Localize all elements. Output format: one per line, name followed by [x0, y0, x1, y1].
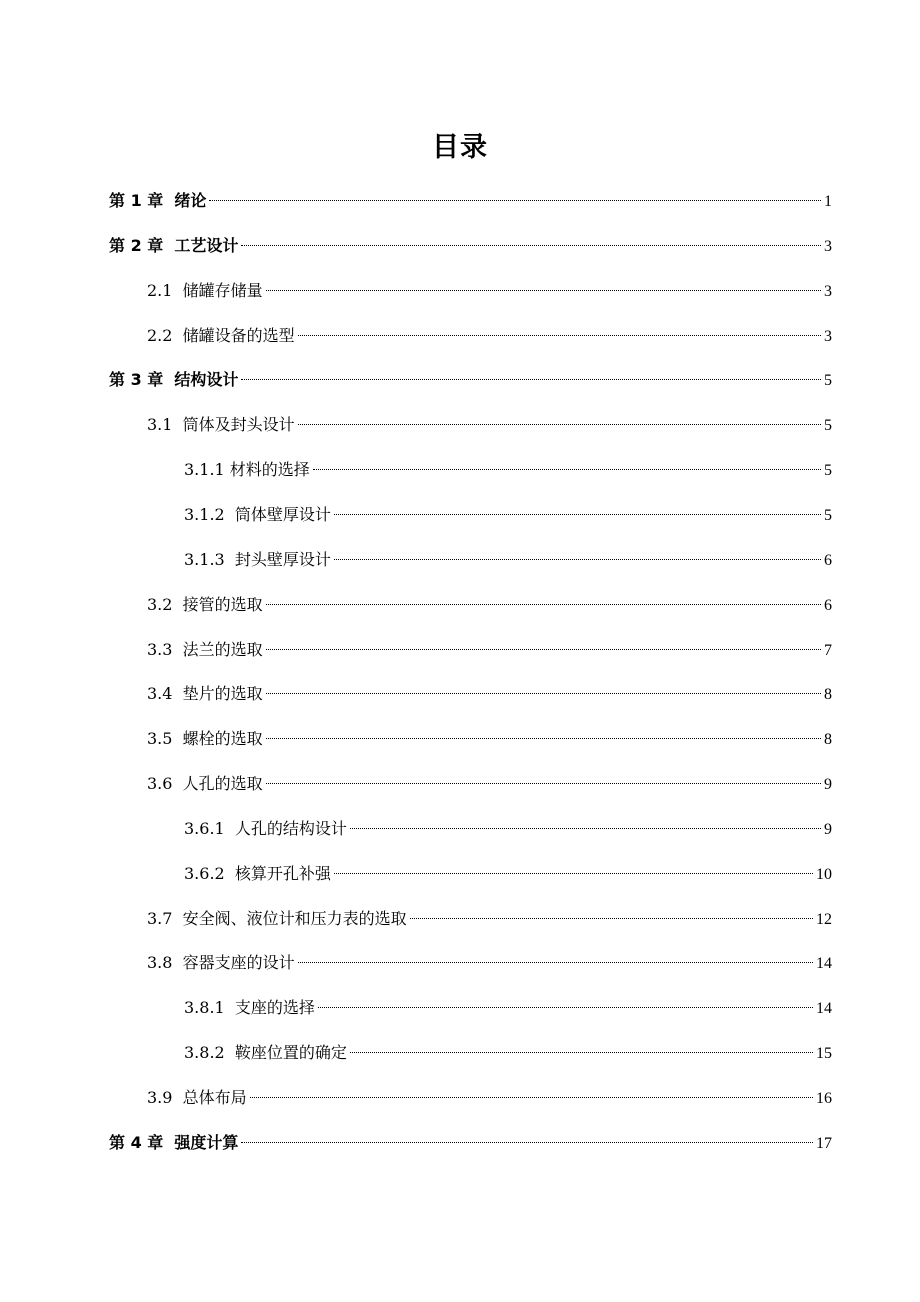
toc-dot-leader	[241, 245, 821, 246]
toc-entry[interactable]	[147, 635, 832, 665]
toc-title: 目录	[432, 132, 488, 163]
toc-entry-page-number: 16	[816, 1090, 832, 1107]
toc-entry[interactable]	[147, 1083, 832, 1113]
toc-entry-page-number: 12	[816, 910, 832, 928]
toc-entry[interactable]	[147, 410, 832, 440]
toc-entry-label: 3.1 筒体及封头设计	[147, 415, 295, 435]
toc-entry-label: 第 2 章 工艺设计	[109, 235, 239, 255]
toc-entry-page-number: 14	[816, 1000, 832, 1018]
toc-entry-page-number: 6	[824, 551, 832, 569]
toc-dot-leader	[266, 649, 821, 650]
toc-entry-label: 3.6.1 人孔的结构设计	[184, 818, 347, 838]
toc-entry-label: 第 1 章 绪论	[109, 191, 207, 210]
toc-entry-page-number: 3	[824, 282, 832, 300]
toc-entry-label: 3.8.2 鞍座位置的确定	[184, 1043, 347, 1063]
toc-entry[interactable]	[147, 724, 832, 754]
toc-dot-leader	[266, 693, 821, 694]
toc-entry-page-number: 1	[824, 193, 832, 210]
toc-entry[interactable]	[147, 904, 832, 934]
toc-entry-label: 3.8.1 支座的选择	[184, 998, 315, 1018]
toc-entry[interactable]	[184, 545, 832, 575]
toc-entry[interactable]	[109, 365, 832, 395]
toc-dot-leader	[266, 290, 821, 291]
toc-dot-leader	[266, 738, 821, 739]
toc-dot-leader	[313, 469, 821, 470]
toc-dot-leader	[350, 1052, 813, 1053]
toc-entry[interactable]	[147, 276, 832, 306]
toc-entry-label: 第 3 章 结构设计	[109, 370, 239, 390]
toc-entry-page-number: 9	[824, 820, 832, 838]
toc-entry-label: 3.4 垫片的选取	[147, 684, 263, 704]
toc-entry-label: 2.2 储罐设备的选型	[147, 325, 295, 345]
toc-entry-label: 3.3 法兰的选取	[147, 639, 263, 659]
toc-entry-page-number: 6	[824, 596, 832, 614]
toc-entry[interactable]	[147, 321, 832, 351]
toc-entry[interactable]	[184, 455, 832, 485]
toc-dot-leader	[410, 918, 813, 919]
toc-entry[interactable]	[147, 948, 832, 978]
toc-entry-page-number: 8	[824, 731, 832, 749]
toc-dot-leader	[241, 1142, 813, 1143]
toc-entry[interactable]	[184, 1038, 832, 1068]
toc-dot-leader	[266, 783, 821, 784]
toc-entry-label: 3.1.3 封头壁厚设计	[184, 549, 331, 569]
toc-entry-page-number: 3	[824, 327, 832, 345]
toc-entry-page-number: 5	[824, 506, 832, 524]
toc-entry-page-number: 3	[824, 237, 832, 255]
toc-entry-label: 3.6 人孔的选取	[147, 774, 263, 794]
toc-entry-page-number: 17	[816, 1134, 832, 1152]
toc-dot-leader	[334, 873, 813, 874]
toc-entry[interactable]	[184, 500, 832, 530]
toc-entry-label: 3.7 安全阀、液位计和压力表的选取	[147, 908, 407, 928]
toc-entry[interactable]	[109, 231, 832, 261]
toc-entry-label: 3.9 总体布局	[147, 1088, 247, 1107]
toc-dot-leader	[298, 424, 821, 425]
toc-entry[interactable]	[184, 859, 832, 889]
toc-entry-page-number: 7	[824, 641, 832, 659]
toc-entry-label: 3.6.2 核算开孔补强	[184, 863, 331, 883]
toc-dot-leader	[241, 379, 821, 380]
toc-entry[interactable]	[184, 993, 832, 1023]
toc-entry-page-number: 15	[816, 1045, 832, 1063]
toc-dot-leader	[334, 514, 821, 515]
toc-dot-leader	[298, 962, 813, 963]
toc-entry-page-number: 14	[816, 955, 832, 973]
toc-dot-leader	[209, 200, 821, 201]
toc-entry-label: 3.8 容器支座的设计	[147, 953, 295, 973]
toc-entry[interactable]	[109, 186, 832, 216]
toc-entry-page-number: 5	[824, 417, 832, 435]
toc-entry[interactable]	[184, 814, 832, 844]
toc-entry-label: 3.5 螺栓的选取	[147, 729, 263, 749]
toc-entry-page-number: 5	[824, 372, 832, 390]
toc-dot-leader	[350, 828, 821, 829]
toc-entry[interactable]	[147, 769, 832, 799]
toc-dot-leader	[334, 559, 821, 560]
toc-dot-leader	[266, 604, 821, 605]
toc-dot-leader	[298, 335, 821, 336]
toc-entry-label: 3.1.2 筒体壁厚设计	[184, 504, 331, 524]
toc-entry-label: 3.1.1 材料的选择	[184, 460, 310, 480]
toc-dot-leader	[318, 1007, 813, 1008]
toc-entry-page-number: 9	[824, 776, 832, 794]
toc-entry-page-number: 5	[824, 462, 832, 480]
toc-dot-leader	[250, 1097, 813, 1098]
toc-entry[interactable]	[147, 590, 832, 620]
toc-entry[interactable]	[147, 679, 832, 709]
toc-entry-page-number: 8	[824, 686, 832, 704]
toc-entry-label: 2.1 储罐存储量	[147, 280, 263, 300]
toc-entry-page-number: 10	[816, 865, 832, 883]
toc-entry[interactable]	[109, 1128, 832, 1158]
toc-entry-label: 第 4 章 强度计算	[109, 1132, 239, 1152]
toc-entry-label: 3.2 接管的选取	[147, 594, 263, 614]
